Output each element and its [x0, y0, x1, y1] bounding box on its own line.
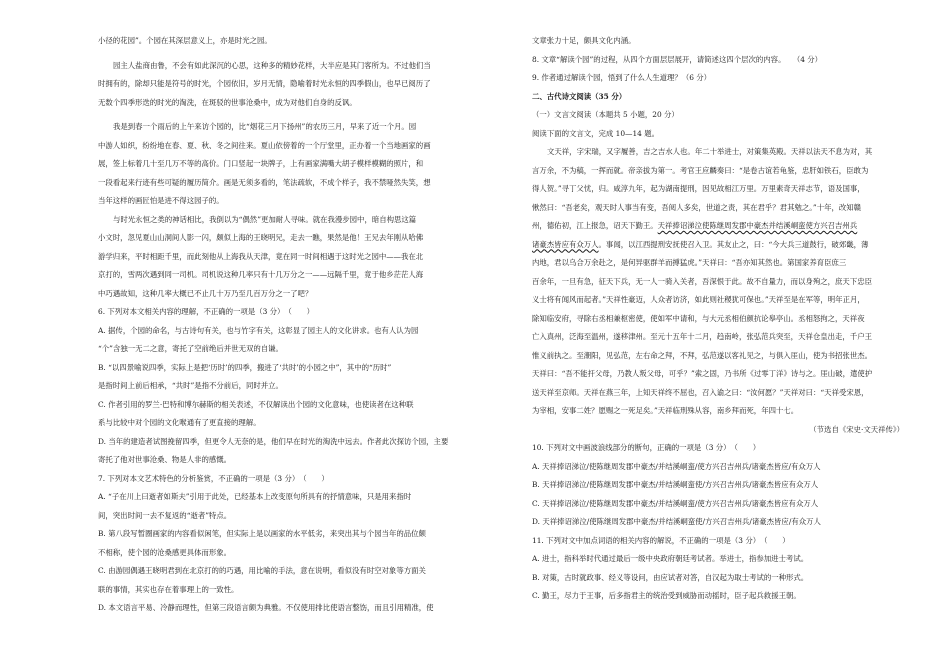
- option-b: B. “以四景喻说四季，实际上是把‘历时’的四季，搬进了‘共时’的小园之中”，其中的“历时”: [98, 362, 392, 372]
- option-b: B. 第八段写暂圈画家的内容看似闲笔，但实际上是以画家的水平低劣，来突出其与个园当年的品位颇: [98, 529, 426, 538]
- essay-line: 与时光永恒之类的神话相比，我倒以为“偶然”更加耐人寻味。就在我漫步园中，暗自构思这篇: [113, 214, 417, 224]
- option-c: C. 天祥捧诏涕泣/使陈继周发郡中豪杰/并结溪峒蛮/使方兴召吉州兵/诸豪杰皆应有众万人: [532, 498, 819, 508]
- question-9: 9. 作者通过解读个园，悟到了什么人生道理？（6 分）: [532, 73, 712, 82]
- wavy-underlined-text: 天祥捧诏涕泣使陈继周发郡中豪杰并结溪峒蛮使方兴召吉州兵: [657, 221, 858, 230]
- essay-line: 一段看起来行迹有些可疑的履历简介。画是无须多看的，笔法疏软，不成个样子，我不禁哑然失笑，想: [98, 177, 431, 187]
- option-c: C. 作者引用的罗兰·巴特和博尔赫斯的相关表述，不仅解读出个园的文化意味，也使读者在这种联: [98, 399, 414, 409]
- essay-line: 园主人盐商由鲁，不会有如此深沉的心思，这种多的精妙花样，大半应是其门客所为。不过他们当: [113, 60, 431, 70]
- essay-line: 中巧遇故知，这种几率大概已不止几十万乃至几百万分之一了吧？: [98, 288, 313, 298]
- essay-line: 时拥有的，除却只能是符号的时光，个园依旧，岁月无情，隐喻着时光永恒的四季假山，也早已阅历了: [98, 79, 431, 88]
- option-a: A. “子在川上曰逝者如斯夫”引用于此处，已经基本上改变原句所具有的抒情意味，只是用来指时: [98, 492, 412, 501]
- essay-line: 当年这样的画匠怕是进不得这园子的。: [98, 196, 224, 205]
- question-stem: 7. 下列对本文艺术特色的分析鉴赏，不正确的一项是（3 分） （ ）: [98, 473, 329, 483]
- reading-instruction: 阅读下面的文言文，完成 10—14 题。: [532, 128, 659, 138]
- left-column: [98, 32, 470, 618]
- passage-line: 除知临安府，寻除右丞相兼枢密使，使如军中请和，与大元丞相伯颜抗论皋亭山。丞相怒拘之，天祥夜: [532, 313, 865, 323]
- question-8: 8. 文章“解读个园”的过程，从四个方面层层展开，请简述这四个层次的内容。 （4 分）: [532, 54, 823, 64]
- passage-line: 亡入真州，泛海至温州，遂移津州。至元十五年十二月，趋南岭，张弘范兵突至，天祥仓皇出走，千户王: [532, 332, 872, 341]
- option-b-cont: 是指时间上前后相承，“共时”是指不分前后，同时并立。: [98, 381, 283, 390]
- option-d: D. 当年的建造者试图挽留四季，但更令人无奈的是，他们早在时光的淘洗中远去。作者此次探访个园，主要: [98, 436, 449, 446]
- passage-line: 百余年，一旦有急，征天下兵，无一人一骑入关者，吾深恨于此。故不自量力，而以身殉之，庶天下忠臣: [532, 276, 872, 286]
- essay-line: 我是到春一个雨后的上午来访个园的，比“烟花三月下扬州”的农历三月，早来了近一个月。园: [113, 122, 417, 131]
- essay-line: 游学归来，平时相距千里，而此刻他从上海我从天津，竟在同一时间相遇于这时光之园中——我在北: [98, 251, 424, 261]
- essay-line: 小径的花园”。个园在其深层意义上，亦是时光之园。: [98, 36, 272, 45]
- essay-line: 小文时，忽见夏山山洞间人影一闪，颇似上海的王晓明兄，走去一瞧，果然是他！王兄去年刚从哈佛: [98, 233, 424, 242]
- option-a: A. 进士，指科举时代通过最后一级中央政府朝廷考试者。举进士，指参加进士考试。: [532, 554, 809, 563]
- passage-line: 言万余，不为稿，一挥而就。帝亲拔为第一。考官王应麟奏曰：“是卷古谊若龟鉴，忠肝如铁石，臣敢为: [532, 165, 869, 175]
- passage-line: 惟义前执之。至潮阳，见弘范，左右命之拜，不拜，弘范遂以客礼见之，与俱入厓山，使为书招张世杰。: [532, 350, 872, 360]
- continued-line: 文章张力十足，颇具文化内涵。: [532, 36, 636, 45]
- question-7: [98, 470, 470, 618]
- wavy-underlined-text: 诸豪杰皆应有众万人: [532, 239, 599, 249]
- classical-passage: [532, 143, 910, 439]
- passage-line-wavy: 诸豪杰皆应有众万人。事闻，以江西提刑安抚使召入卫。其友止之，曰：“今大兵三道鼓行，破郊畿，薄: [532, 239, 869, 249]
- question-stem: 10. 下列对文中画波浪线部分的断句，正确的一项是（3 分） （ ）: [532, 443, 761, 452]
- passage-line: 为宰相，安事二姓？愿赐之一死足矣。”天祥临刑殊从容，南乡拜而死，年四十七。: [532, 406, 799, 415]
- passage-line: 义士将有闻风而起者。”天祥性豪迈，人众者访济，如此则社稷犹可保也。”天祥至是在军等，明年正月，: [532, 295, 865, 304]
- passage-line-wavy: 州，德佑初，江上报急，诏天下勤王。天祥捧诏涕泣使陈继周发郡中豪杰并结溪峒蛮使方兴召吉州兵: [532, 221, 858, 230]
- essay-line: 展，签上标着几十至几万不等的高价。门口竖起一块牌子，上有画家满嘴大胡子模样模糊的照片，和: [98, 159, 424, 168]
- option-d: D. 天祥捧诏涕泣/使陈继周发郡中豪杰/并结溪峒蛮使/方兴召吉州兵/诸豪杰皆应/有众万人: [532, 517, 821, 526]
- passage-line: 得人贺。”寻丁父忧，归。咸淳九年，起为湖南提刑，因见故相江万里。万里素奇天祥志节，语及国事，: [532, 184, 865, 193]
- subsection-title: （一）文言文阅读（本题共 5 小题，20 分）: [532, 110, 679, 119]
- section-title: 二、古代诗文阅读（35 分）: [532, 91, 627, 101]
- option-c-cont: 系与比较中对个园的文化喉通有了更直接的理解。: [98, 418, 261, 427]
- passage-line: 天祥曰：“吾不能扞父母，乃教人叛父母，可乎？”索之固，乃书所《过零丁洋》诗与之。厓山破，遣使护: [532, 369, 873, 378]
- option-a: A. 据传，个园的命名，与古诗句有关，也与竹字有关，这彰显了园主人的文化讲求。也有人认为园: [98, 325, 419, 335]
- passage-line: 文天祥，字宋瑞，又字履善，吉之吉水人也。年二十举进士，对策集英殿。天祥以法天不息为对，其: [547, 147, 873, 156]
- passage-line: 愀然曰：“吾老矣，观天时人事当有变，吾阅人多矣，世道之责，其在君乎？君其勉之。”十年，改知赣: [532, 202, 862, 212]
- essay-line: 无数个四季形迭的时光的淘洗，在斑驳的世事沧桑中，成为对他们自身的反讽。: [98, 97, 357, 107]
- essay-line: 京打的，雪两次遇到同一司机。司机说这种几率只有十几万分之一——远隔千里，竟于他乡茫茫人海: [98, 270, 424, 279]
- option-a: A. 天祥捧诏涕泣/使陈继周发郡中豪杰/并结溪峒蛮/使方兴召吉州兵/诸豪杰皆应/有众万人: [532, 461, 821, 471]
- option-c: C. 由游园偶遇王晓明君到在北京打的的巧遇，用比喻的手法，意在说明，看似没有时空对象等方面关: [98, 566, 426, 575]
- passage-line: 内地，君以乌合万余赴之，是何异驱群羊而搏猛虎。”天祥曰：“吾亦知其然也。第国家养育臣庶三: [532, 258, 847, 267]
- right-column: [532, 32, 910, 606]
- question-11: [532, 532, 910, 606]
- option-b: B. 天祥捧诏涕泣/使陈继周发郡中豪杰/并结溪峒蛮使/方兴召吉州兵/诸豪杰皆应有众万人: [532, 480, 819, 489]
- option-c-cont: 联的事情，其实也存在着事理上的一致性。: [98, 584, 239, 594]
- passage-line: 送天祥至京师。天祥在燕三年，上知天祥终不屈也，召入谕之曰：“汝何愿？”天祥对曰：“天祥受宋恩，: [532, 387, 869, 397]
- option-d-cont: 寄托了他对世事沧桑、物是人非的感慨。: [98, 455, 232, 464]
- option-d: D. 本文语言平易、冷静而理性，但第三段语言颇为典雅。不仅使用排比使语言整饬，而且引用精准，使: [98, 603, 434, 612]
- option-a-cont: 间，突出时间一去不复返的“逝者”特点。: [98, 510, 232, 520]
- question-stem: 6. 下列对本文相关内容的理解，不正确的一项是（3 分） （ ）: [98, 307, 314, 316]
- question-10: [532, 439, 910, 532]
- option-a-cont: “个”含独一无二之意，寄托了空前绝后并世无双的自谦。: [98, 344, 283, 353]
- essay-line: 中游人如织，纷纷地在春、夏、秋、冬之间往来。夏山依傍着的一个厅堂里，正办着一个当地画家的画: [98, 140, 431, 150]
- option-c: C. 勤王，尽力于王事，后多指君主的统治受到威胁而动摇时，臣子起兵救援王朝。: [532, 591, 801, 600]
- question-6: [98, 303, 470, 470]
- option-b-cont: 不相称，使个园的沧桑感更具体而形象。: [98, 547, 232, 557]
- passage-source: （节选自《宋史·文天祥传》）: [809, 424, 904, 434]
- option-b: B. 对策，古时就政事、经义等设问，由应试者对答，自汉起为取士考试的一种形式。: [532, 572, 809, 582]
- question-stem: 11. 下列对文中加点词语的相关内容的解说，不正确的一项是（3 分） （ ）: [532, 535, 790, 545]
